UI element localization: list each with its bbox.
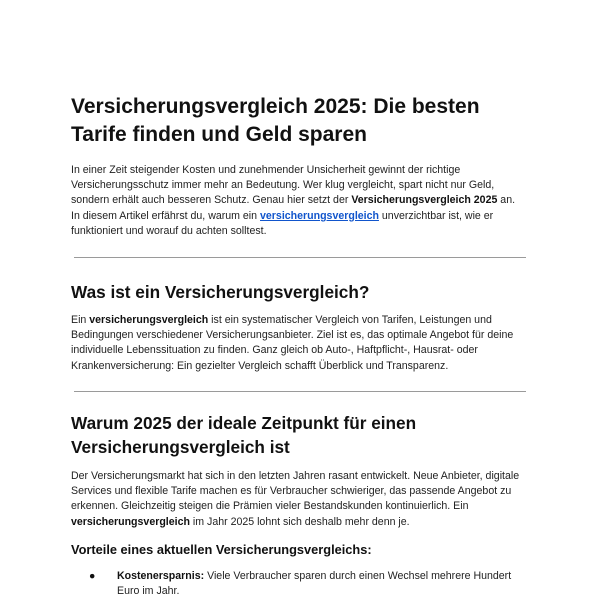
horizontal-divider xyxy=(74,257,526,258)
article-title-line1: Versicherungsvergleich 2025: Die besten xyxy=(71,95,480,118)
section2-heading-line1: Warum 2025 der ideale Zeitpunkt für einen xyxy=(71,413,417,433)
list-item-text: Viele Verbraucher sparen durch einen Wechsel mehrere Hundert xyxy=(204,570,512,582)
intro-bold-term: Versicherungsvergleich 2025 xyxy=(351,194,498,207)
article-title-line2: Tarife finden und Geld sparen xyxy=(71,123,367,146)
bullet-icon: ● xyxy=(89,570,96,582)
intro-line: funktioniert und worauf du achten solltest. xyxy=(71,224,267,237)
list-item xyxy=(71,569,541,599)
section1-line: Krankenversicherung: Ein gezielter Vergleich schafft Überblick und Transparenz. xyxy=(71,359,449,372)
section-heading-warum-2025 xyxy=(71,411,541,459)
intro-paragraph xyxy=(71,163,541,239)
section2-line: Der Versicherungsmarkt hat sich in den letzten Jahren rasant entwickelt. Neue Anbieter, digitale xyxy=(71,470,520,482)
intro-line: an. xyxy=(497,194,516,207)
section2-line: erkennen. Gleichzeitig steigen die Prämien vieler Bestandskunden kontinuierlich. Ein xyxy=(71,500,469,513)
section2-bold-term: versicherungsvergleich xyxy=(71,515,190,528)
article-title xyxy=(71,93,541,149)
intro-line: unverzichtbar ist, wie er xyxy=(378,209,494,222)
section1-line: individuelle Lebenssituation zu finden. Ganz gleich ob Auto-, Haftpflicht-, Hausrat- oder xyxy=(71,344,478,357)
section1-line: Ein xyxy=(71,314,90,326)
list-item-text: Euro im Jahr. xyxy=(117,585,180,598)
advantages-list xyxy=(71,569,541,599)
intro-line: sondern erhält auch besseren Schutz. Genau hier setzt der xyxy=(71,194,352,207)
subheading-vorteile: Vorteile eines aktuellen Versicherungsvergleichs: xyxy=(71,542,372,557)
section1-line: ist ein systematischer Vergleich von Tarifen, Leistungen und xyxy=(208,314,492,326)
section1-line: Bedingungen verschiedener Versicherungsanbieter. Ziel ist es, das optimale Angebot für deine xyxy=(71,329,514,342)
section1-bold-term: versicherungsvergleich xyxy=(89,314,209,326)
horizontal-divider xyxy=(74,391,526,392)
list-item-bold-label: Kostenersparnis: xyxy=(117,570,205,582)
section2-line: im Jahr 2025 lohnt sich deshalb mehr denn je. xyxy=(189,515,410,528)
section1-paragraph xyxy=(71,313,541,374)
versicherungsvergleich-link[interactable]: versicherungsvergleich xyxy=(260,209,379,222)
section2-paragraph xyxy=(71,469,541,530)
section-heading-was-ist: Was ist ein Versicherungsvergleich? xyxy=(71,282,370,302)
intro-line: In diesem Artikel erfährst du, warum ein xyxy=(71,209,261,222)
intro-line: In einer Zeit steigender Kosten und zunehmender Unsicherheit gewinnt der richtige xyxy=(71,164,461,176)
intro-line: Versicherungsschutz immer mehr an Bedeutung. Wer klug vergleicht, spart nicht nur Geld, xyxy=(71,179,495,192)
section2-heading-line2: Versicherungsvergleich ist xyxy=(71,437,290,457)
section2-line: Services und flexible Tarife machen es für Verbraucher schwieriger, das passende Angebot zu xyxy=(71,485,512,498)
